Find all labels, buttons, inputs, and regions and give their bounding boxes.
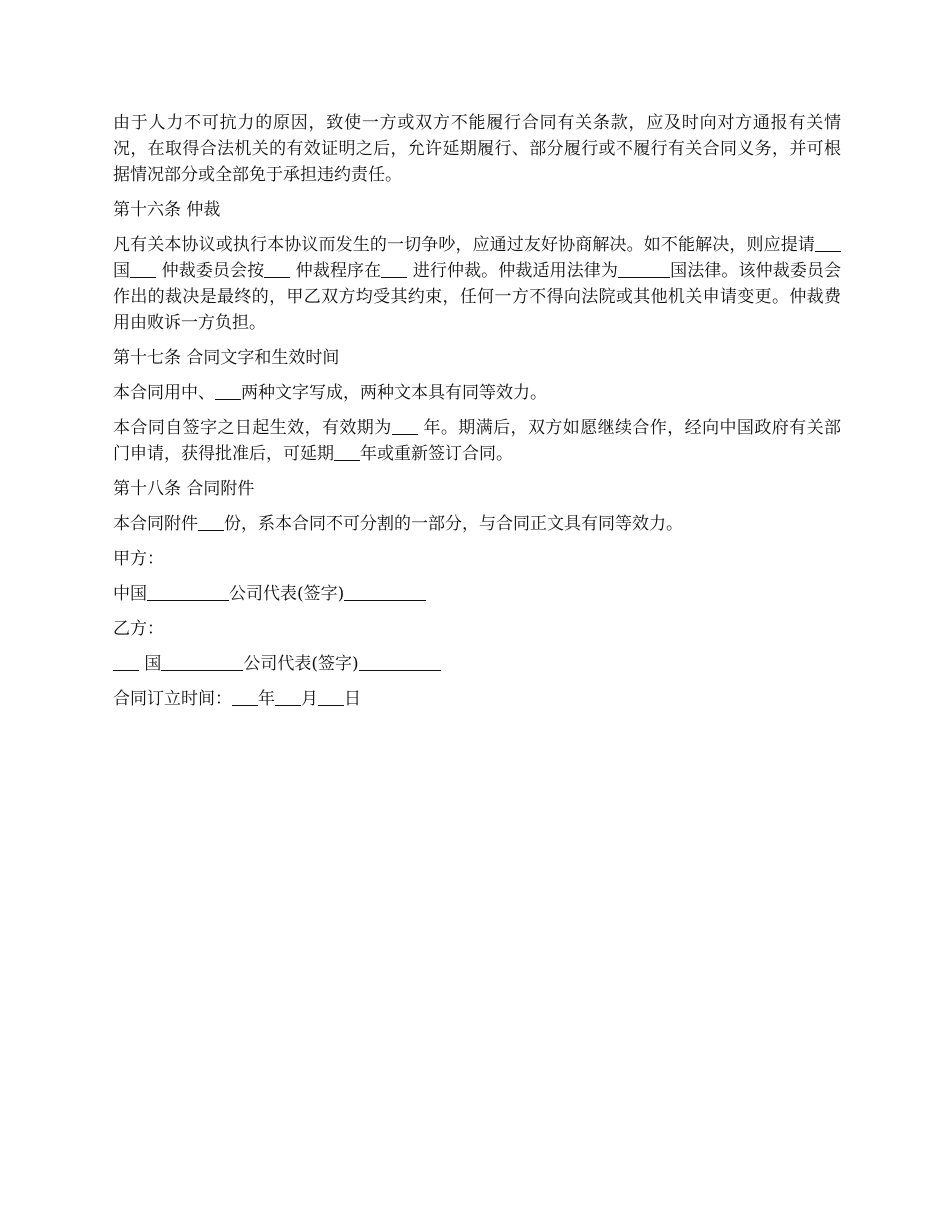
blank-field [618, 259, 670, 278]
text-segment: 仲裁委员会按 [156, 261, 265, 281]
force-majeure-paragraph [113, 110, 841, 188]
contract-date-line [113, 686, 841, 712]
blank-field [815, 233, 841, 252]
text-segment: 国 [139, 654, 162, 674]
party-b-label-text: 乙方： [113, 619, 164, 639]
party-a-signature-line [113, 581, 841, 607]
blank-field [147, 582, 229, 601]
blank-field [334, 442, 360, 461]
blank-field [198, 512, 224, 531]
party-a-label-text: 甲方： [113, 549, 164, 569]
blank-field [275, 687, 301, 706]
text-segment: 凡有关本协议或执行本协议而发生的一切争吵，应通过友好协商解决。如不能解决，则应提请 [113, 235, 815, 255]
text-segment: 国法律。该仲裁委员会作出的裁决是最终的，甲乙双方均受其约束，任何一方不得向法院或其他机关申请变更。仲裁费用由败诉一方负担。 [113, 261, 842, 333]
blank-field [113, 652, 139, 671]
blank-field [359, 652, 441, 671]
text-segment: 仲裁程序在 [290, 261, 382, 281]
contract-page [113, 110, 841, 721]
article-18-heading [113, 476, 841, 502]
blank-field [318, 687, 344, 706]
text-segment: 两种文字写成，两种文本具有同等效力。 [241, 383, 547, 403]
force-majeure-text: 由于人力不可抗力的原因，致使一方或双方不能履行合同有关条款，应及时向对方通报有关情况，在取得合法机关的有效证明之后，允许延期履行、部分履行或不履行有关合同义务，并可根据情况部分或全部免于承担违约责任。 [113, 113, 841, 185]
blank-field [264, 259, 290, 278]
party-b-signature-line [113, 651, 841, 677]
text-segment: 月 [301, 689, 318, 709]
article-18-paragraph [113, 511, 841, 537]
blank-field [215, 381, 241, 400]
text-segment: 中国 [113, 584, 147, 604]
text-segment: 本合同附件 [113, 514, 198, 534]
blank-field [344, 582, 426, 601]
article-17-paragraph-2 [113, 415, 841, 467]
party-a-label [113, 546, 841, 572]
text-segment: 本合同自签字之日起生效，有效期为 [113, 418, 392, 438]
blank-field [381, 259, 407, 278]
article-18-title: 第十八条 合同附件 [113, 479, 255, 499]
text-segment: 本合同用中、 [113, 383, 215, 403]
text-segment: 年。期满后，双方如愿继续合作，经向中国政府有关部门申请，获得批准后，可延期 [113, 418, 841, 464]
article-17-title: 第十七条 合同文字和生效时间 [113, 348, 340, 368]
article-17-paragraph-1 [113, 380, 841, 406]
blank-field [392, 416, 418, 435]
text-segment: 日 [344, 689, 361, 709]
article-17-heading [113, 345, 841, 371]
text-segment: 合同订立时间： [113, 689, 232, 709]
text-segment: 进行仲裁。仲裁适用法律为 [407, 261, 618, 281]
text-segment: 公司代表(签字) [229, 584, 345, 604]
text-segment: 公司代表(签字) [243, 654, 359, 674]
text-segment: 年或重新签订合同。 [360, 444, 513, 464]
article-16-heading [113, 197, 841, 223]
text-segment: 年 [258, 689, 275, 709]
blank-field [161, 652, 243, 671]
party-b-label [113, 616, 841, 642]
text-segment: 国 [113, 261, 131, 281]
blank-field [232, 687, 258, 706]
article-16-title: 第十六条 仲裁 [113, 200, 221, 220]
text-segment: 份，系本合同不可分割的一部分，与合同正文具有同等效力。 [224, 514, 683, 534]
article-16-paragraph [113, 232, 841, 336]
blank-field [130, 259, 156, 278]
